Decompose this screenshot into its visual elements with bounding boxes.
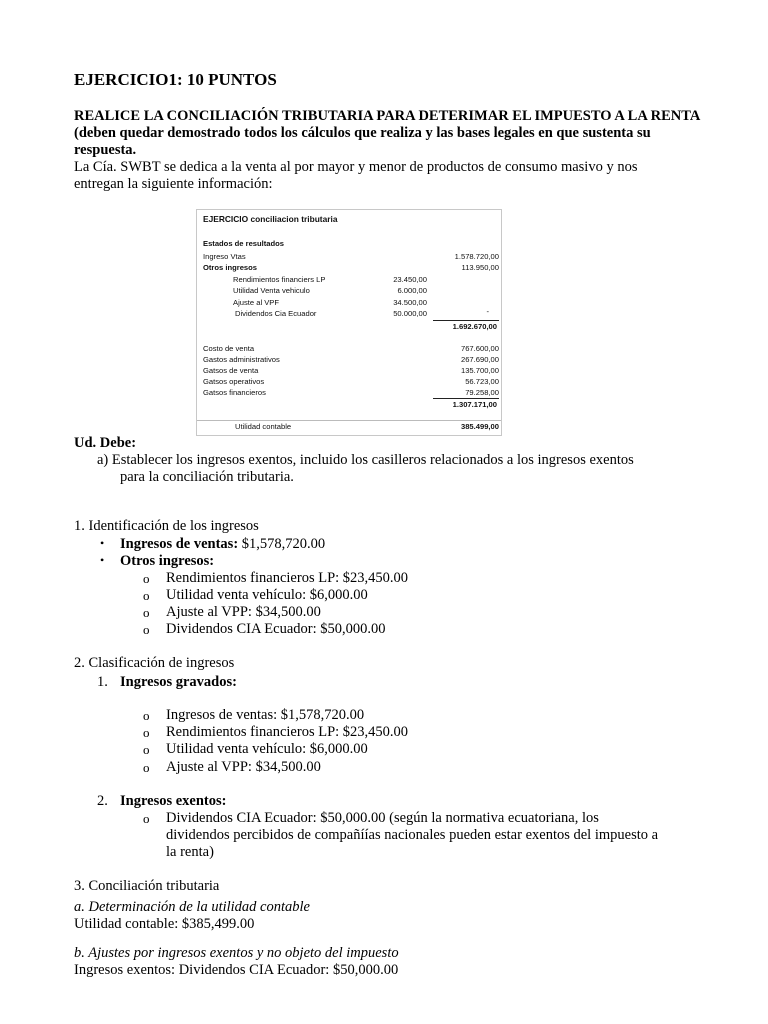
- sub-bullet-icon: o: [143, 708, 150, 723]
- intro-line-2: (deben quedar demostrado todos los cálculos que realiza y las bases legales en que sustenta su: [74, 125, 651, 141]
- sheet-expense-value: 56.723,00: [465, 377, 499, 386]
- section-1-title: 1. Identificación de los ingresos: [74, 518, 259, 534]
- section-1-bullet-1-label: Ingresos de ventas:: [120, 536, 239, 552]
- task-title: Ud. Debe:: [74, 435, 137, 451]
- section-3-a-value: Utilidad contable: $385,499.00: [74, 916, 255, 932]
- sheet-expense-value: 767.600,00: [460, 344, 499, 353]
- gravados-item: Ajuste al VPP: $34,500.00: [166, 759, 321, 775]
- sub-bullet-icon: o: [143, 622, 150, 637]
- bullet-icon: •: [100, 536, 105, 550]
- sheet-expense-value: 267.690,00: [460, 355, 499, 364]
- sheet-other-income-value: 113.950,00: [461, 263, 499, 272]
- sheet-other-income-item: Ajuste al VPF: [233, 298, 280, 307]
- sheet-expense-label: Gatsos de venta: [203, 366, 259, 375]
- section-1-bullet-1: [120, 536, 325, 553]
- section-2-title: 2. Clasificación de ingresos: [74, 655, 235, 671]
- sheet-expense-value: 79.258,00: [465, 388, 499, 397]
- sheet-expense-label: Gastos administrativos: [203, 355, 280, 364]
- sheet-dash: -: [486, 307, 489, 316]
- section-1-subitem: Ajuste al VPP: $34,500.00: [166, 604, 321, 620]
- sheet-expense-value: 135.700,00: [460, 366, 499, 375]
- sub-bullet-icon: o: [143, 588, 150, 603]
- section-1-subitem: Utilidad venta vehículo: $6,000.00: [166, 587, 368, 603]
- sheet-other-income-label: Otros ingresos: [203, 263, 258, 272]
- intro-line-1: REALICE LA CONCILIACIÓN TRIBUTARIA PARA DETERIMAR EL IMPUESTO A LA RENTA: [74, 108, 701, 124]
- sub-bullet-icon: o: [143, 571, 150, 586]
- sheet-section-label: Estados de resultados: [203, 239, 285, 248]
- section-3-a-title: a. Determinación de la utilidad contable: [74, 899, 310, 915]
- bullet-icon: •: [100, 553, 105, 567]
- sheet-expense-label: Costo de venta: [203, 344, 255, 353]
- task-item-a-line-1: a) Establecer los ingresos exentos, incluido los casilleros relacionados a los ingresos exentos: [97, 452, 634, 468]
- section-2-number-1: 1.: [97, 674, 108, 690]
- exercise-heading: EJERCICIO1: 10 PUNTOS: [74, 70, 277, 89]
- section-2-gravados: Ingresos gravados:: [120, 674, 237, 690]
- section-2-number-2: 2.: [97, 793, 108, 809]
- sub-bullet-icon: o: [143, 742, 150, 757]
- sub-bullet-icon: o: [143, 811, 150, 826]
- section-1-subitem: Rendimientos financieros LP: $23,450.00: [166, 570, 409, 586]
- exentos-line-1: Dividendos CIA Ecuador: $50,000.00 (según la normativa ecuatoriana, los: [166, 810, 599, 826]
- sheet-other-income-item: Utilidad Venta vehiculo: [233, 286, 310, 295]
- sheet-other-income-item-value: 34.500,00: [393, 298, 427, 307]
- section-2-exentos: Ingresos exentos:: [120, 793, 227, 809]
- sub-bullet-icon: o: [143, 725, 150, 740]
- section-1-bullet-2: Otros ingresos:: [120, 553, 215, 569]
- task-item-a-line-2: para la conciliación tributaria.: [120, 469, 294, 485]
- income-statement-image: [196, 209, 502, 436]
- section-3-title: 3. Conciliación tributaria: [74, 878, 220, 894]
- sheet-sales-label: Ingreso Vtas: [203, 252, 246, 261]
- sheet-title: EJERCICIO conciliacion tributaria: [203, 214, 338, 224]
- sheet-sales-value: 1.578.720,00: [454, 252, 499, 261]
- sheet-expense-label: Gatsos operativos: [203, 377, 265, 386]
- intro-line-5: entregan la siguiente información:: [74, 176, 273, 192]
- sheet-other-income-item-value: 23.450,00: [393, 275, 427, 284]
- section-1-bullet-1-value: $1,578,720.00: [238, 536, 326, 552]
- sheet-expense-label: Gatsos financieros: [203, 388, 266, 397]
- exentos-line-3: la renta): [166, 844, 214, 860]
- sub-bullet-icon: o: [143, 760, 150, 775]
- sheet-profit-label: Utilidad contable: [235, 422, 292, 431]
- sheet-other-income-item-value: 50.000,00: [393, 309, 427, 318]
- sheet-profit-value: 385.499,00: [460, 422, 499, 431]
- sheet-other-income-item: Dividendos Cia Ecuador: [235, 309, 317, 318]
- exentos-line-2: dividendos percibidos de compañíías nacionales pueden estar exentos del impuesto a: [166, 827, 659, 843]
- section-3-b-value: Ingresos exentos: Dividendos CIA Ecuador: $50,000.00: [74, 962, 399, 978]
- sheet-other-income-item-value: 6.000,00: [397, 286, 427, 295]
- intro-line-3: respuesta.: [74, 142, 137, 158]
- sheet-expense-total: 1.307.171,00: [452, 400, 497, 409]
- sub-bullet-icon: o: [143, 605, 150, 620]
- intro-line-4: La Cía. SWBT se dedica a la venta al por mayor y menor de productos de consumo masivo y nos: [74, 159, 638, 175]
- gravados-item: Ingresos de ventas: $1,578,720.00: [166, 707, 365, 723]
- sheet-income-total: 1.692.670,00: [452, 322, 497, 331]
- gravados-item: Rendimientos financieros LP: $23,450.00: [166, 724, 409, 740]
- section-1-subitem: Dividendos CIA Ecuador: $50,000.00: [166, 621, 386, 637]
- gravados-item: Utilidad venta vehículo: $6,000.00: [166, 741, 368, 757]
- section-3-b-title: b. Ajustes por ingresos exentos y no objeto del impuesto: [74, 945, 399, 961]
- sheet-other-income-item: Rendimientos financiers LP: [233, 275, 326, 284]
